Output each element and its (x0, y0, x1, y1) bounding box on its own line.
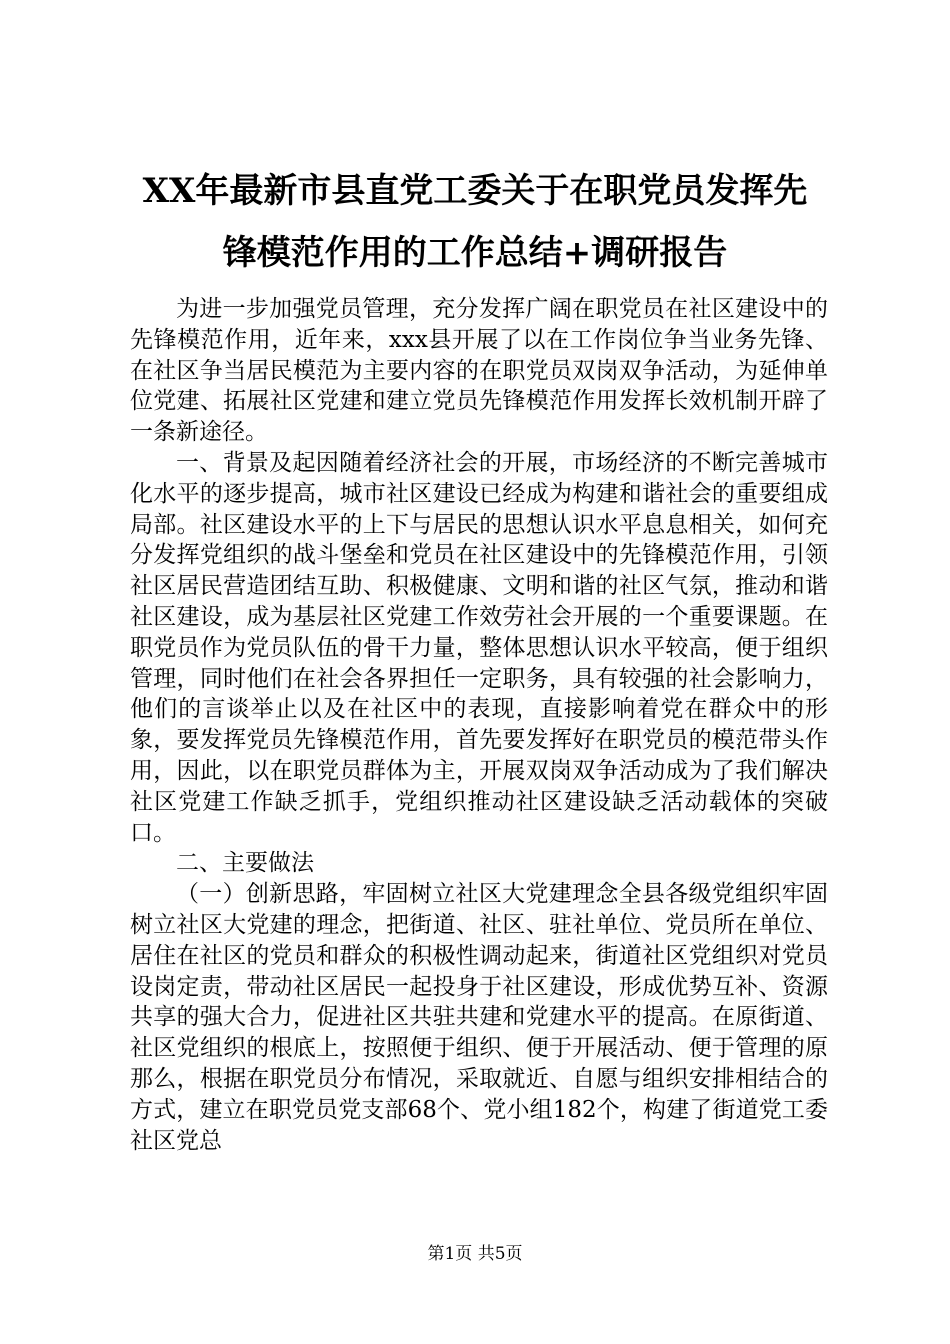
title-line-2: 锋模范作用的工作总结+调研报告 (222, 233, 728, 273)
section-heading-main-practices: 二、主要做法 (176, 850, 314, 877)
paragraph-background: 一、背景及起因随着经济社会的开展，市场经济的不断完善城市化水平的逐步提高，城市社区建设已经成为构建和谐社会的重要组成局部。社区建设水平的上下与居民的思想认识水平息息相关，如何充分发挥党组织的战斗堡垒和党员在社区建设中的先锋模范作用，引领社区居民营造团结互助、积极健康、文明和谐的社区气氛，推动和谐社区建设，成为基层社区党建工作效劳社会开展的一个重要课题。在职党员作为党员队伍的骨干力量，整体思想认识水平较高，便于组织管理，同时他们在社会各界担任一定职务，具有较强的社会影响力，他们的言谈举止以及在社区中的表现，直接影响着党在群众中的形象，要发挥党员先锋模范作用，首先要发挥好在职党员的模范带头作用，因此，以在职党员群体为主，开展双岗双争活动成为了我们解决社区党建工作缺乏抓手，党组织推动社区建设缺乏活动载体的突破口。 (130, 449, 828, 846)
document-body (130, 294, 828, 1156)
page-number-footer: 第1页 共5页 (427, 1244, 523, 1264)
paragraph-innovation: （一）创新思路，牢固树立社区大党建理念全县各级党组织牢固树立社区大党建的理念，把街道、社区、驻社单位、党员所在单位、居住在社区的党员和群众的积极性调动起来，街道社区党组织对党员设岗定责，带动社区居民一起投身于社区建设，形成优势互补、资源共享的强大合力，促进社区共驻共建和党建水平的提高。在原街道、社区党组织的根底上，按照便于组织、便于开展活动、便于管理的原那么，根据在职党员分布情况，采取就近、自愿与组织安排相结合的方式，建立在职党员党支部68个、党小组182个，构建了街道党工委社区党总 (130, 881, 828, 1154)
document-title (120, 160, 830, 284)
title-line-1: XX年最新市县直党工委关于在职党员发挥先 (142, 171, 808, 211)
paragraph-intro: 为进一步加强党员管理，充分发挥广阔在职党员在社区建设中的先锋模范作用，近年来，xxx县开展了以在工作岗位争当业务先锋、在社区争当居民模范为主要内容的在职党员双岗双争活动，为延伸单位党建、拓展社区党建和建立党员先锋模范作用发挥长效机制开辟了一条新途径。 (130, 296, 828, 446)
